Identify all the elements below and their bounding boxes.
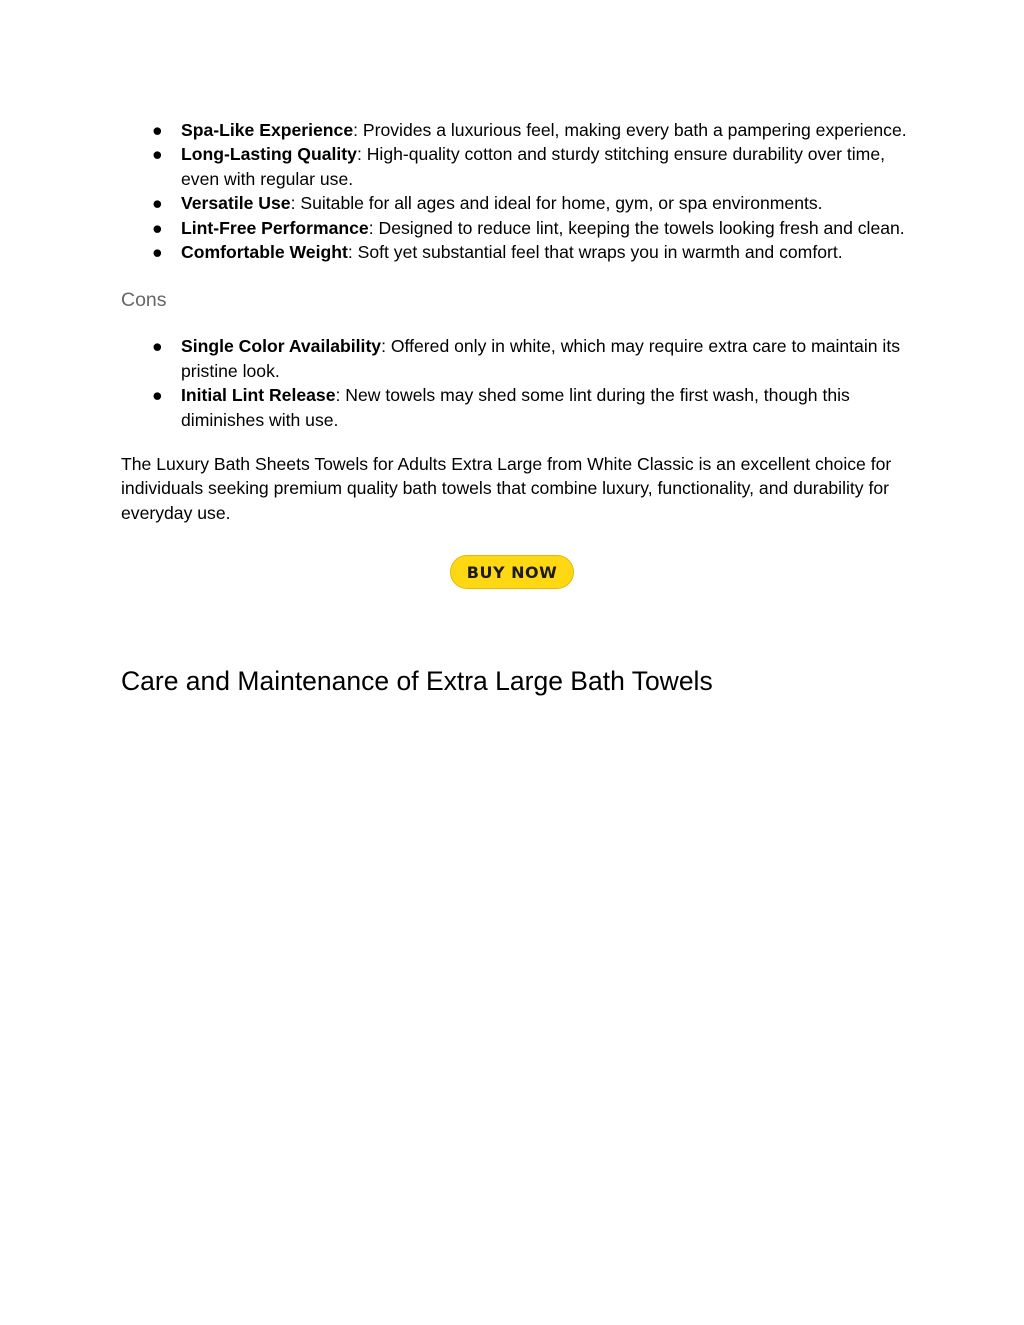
list-item bbox=[121, 191, 911, 215]
buy-now-button[interactable]: BUY NOW bbox=[450, 555, 574, 589]
list-item bbox=[121, 240, 911, 264]
list-item-text: : Provides a luxurious feel, making every bath a pampering experience. bbox=[353, 120, 907, 140]
list-item bbox=[121, 383, 911, 432]
list-item bbox=[121, 142, 911, 191]
list-item-text: : Designed to reduce lint, keeping the towels looking fresh and clean. bbox=[368, 217, 905, 238]
list-item bbox=[121, 216, 911, 240]
list-item-text: : Suitable for all ages and ideal for home, gym, or spa environments. bbox=[290, 193, 823, 214]
bullet-icon: ● bbox=[152, 336, 163, 357]
list-item-text: : New towels may shed some lint during the first wash, though this diminishes with use. bbox=[181, 385, 850, 430]
bullet-icon: ● bbox=[152, 120, 163, 140]
cons-heading: Cons bbox=[121, 289, 167, 312]
list-item-term: Spa-Like Experience bbox=[181, 120, 354, 140]
list-item-term: Comfortable Weight bbox=[181, 242, 348, 263]
section-title: Care and Maintenance of Extra Large Bath Towels bbox=[121, 666, 713, 697]
bullet-icon: ● bbox=[152, 144, 163, 165]
list-item-term: Long-Lasting Quality bbox=[181, 144, 357, 165]
list-item-text: : High-quality cotton and sturdy stitching ensure durability over time, even with regular use. bbox=[181, 144, 886, 189]
buy-button-container bbox=[121, 555, 903, 589]
bullet-icon: ● bbox=[152, 385, 163, 406]
list-item bbox=[121, 118, 911, 142]
bullet-icon: ● bbox=[152, 193, 163, 214]
list-item-text: : Soft yet substantial feel that wraps you in warmth and comfort. bbox=[347, 242, 843, 263]
bullet-icon: ● bbox=[152, 242, 163, 263]
summary-paragraph: The Luxury Bath Sheets Towels for Adults Extra Large from White Classic is an excellent choice for individuals seeking premium quality bath towels that combine luxury, functionality, and durability for everyday use. bbox=[121, 454, 892, 523]
list-item-term: Initial Lint Release bbox=[181, 385, 336, 406]
list-item-text: : Offered only in white, which may require extra care to maintain its pristine look. bbox=[181, 336, 901, 381]
list-item bbox=[121, 334, 911, 383]
document-page bbox=[121, 118, 911, 697]
list-item-term: Lint-Free Performance bbox=[181, 217, 369, 238]
bullet-icon: ● bbox=[152, 217, 163, 238]
list-item-term: Single Color Availability bbox=[181, 336, 382, 357]
list-item-term: Versatile Use bbox=[181, 193, 291, 214]
cons-list bbox=[121, 334, 911, 432]
pros-list bbox=[121, 118, 911, 264]
